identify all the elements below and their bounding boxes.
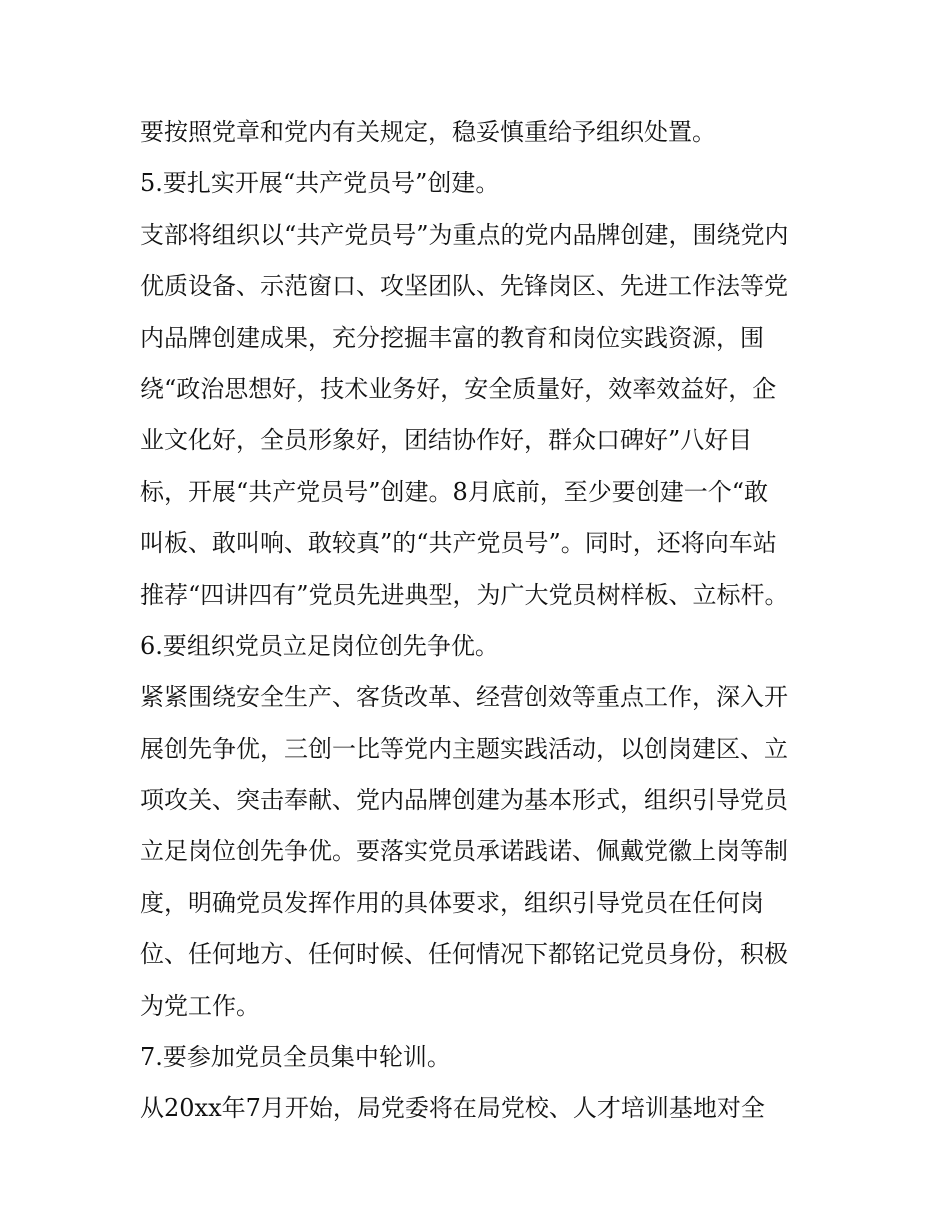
text-line: 支部将组织以“共产党员号”为重点的党内品牌创建，围绕党内	[140, 220, 789, 249]
text-line: 立足岗位创先争优。要落实党员承诺践诺、佩戴党徽上岗等制	[140, 837, 788, 866]
text-line: 要按照党章和党内有关规定，稳妥慎重给予组织处置。	[140, 118, 716, 146]
document-body	[140, 107, 820, 1135]
text-line: 内品牌创建成果，充分挖掘丰富的教育和岗位实践资源，围	[140, 323, 764, 352]
text-line: 项攻关、突击奉献、党内品牌创建为基本形式，组织引导党员	[140, 786, 788, 815]
text-line: 度，明确党员发挥作用的具体要求，组织引导党员在任何岗	[140, 888, 764, 917]
section-heading: 7.要参加党员全员集中轮训。	[140, 1043, 451, 1072]
text-line: 优质设备、示范窗口、攻坚团队、先锋岗区、先进工作法等党	[140, 272, 788, 301]
text-line: 位、任何地方、任何时候、任何情况下都铭记党员身份，积极	[140, 940, 788, 969]
text-line: 推荐“四讲四有”党员先进典型，为广大党员树样板、立标杆。	[140, 580, 789, 609]
text-line: 叫板、敢叫响、敢较真”的“共产党员号”。同时，还将向车站	[140, 529, 777, 558]
text-line: 展创先争优，三创一比等党内主题实践活动，以创岗建区、立	[140, 734, 788, 763]
section-heading: 5.要扎实开展“共产党员号”创建。	[140, 169, 500, 198]
text-line: 绕“政治思想好，技术业务好，安全质量好，效率效益好，企	[140, 374, 777, 403]
text-line: 业文化好，全员形象好，团结协作好，群众口碑好”八好目	[140, 426, 753, 455]
text-line: 标，开展“共产党员号”创建。8月底前，至少要创建一个“敢	[140, 477, 769, 506]
text-line: 紧紧围绕安全生产、客货改革、经营创效等重点工作，深入开	[140, 683, 788, 712]
text-line: 为党工作。	[140, 991, 260, 1020]
section-heading: 6.要组织党员立足岗位创先争优。	[140, 631, 499, 660]
text-line: 从20xx年7月开始，局党委将在局党校、人才培训基地对全	[140, 1094, 765, 1123]
